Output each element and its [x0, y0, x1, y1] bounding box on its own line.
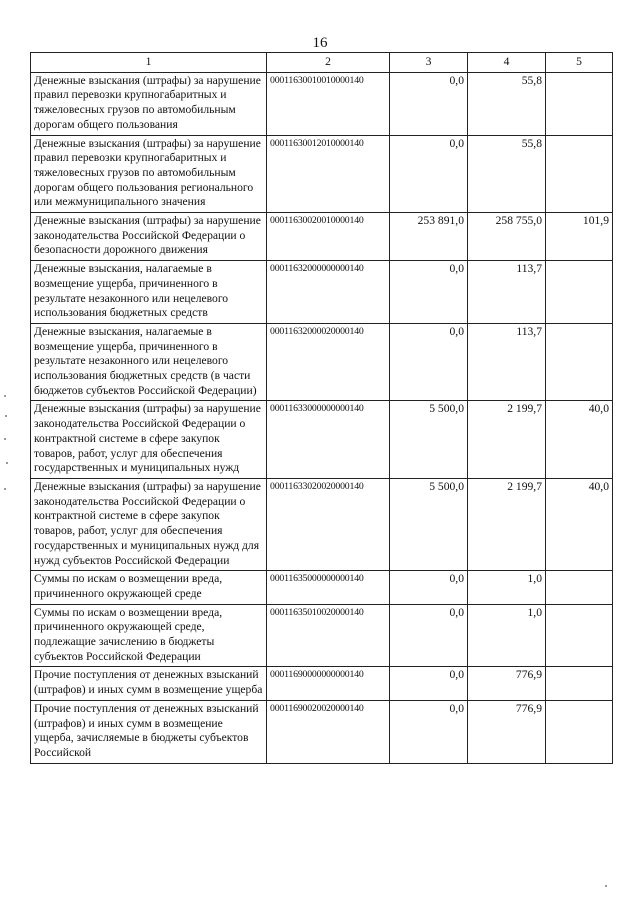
table-row: [31, 604, 613, 667]
table-row: [31, 401, 613, 479]
row-col4: 55,8: [468, 135, 546, 213]
row-code: 00011690000000000140: [267, 667, 390, 700]
scan-speck: [4, 395, 6, 397]
column-header-5: 5: [546, 53, 613, 73]
row-code: 00011635000000000140: [267, 571, 390, 604]
table-row: [31, 667, 613, 700]
table-row: [31, 72, 613, 135]
row-code: 00011633000000000140: [267, 401, 390, 479]
row-col5: 101,9: [546, 213, 613, 261]
row-col5: [546, 571, 613, 604]
table-row: [31, 700, 613, 763]
row-col4: 2 199,7: [468, 401, 546, 479]
revenue-table: [30, 52, 613, 764]
row-name: Денежные взыскания, налагаемые в возмещение ущерба, причиненного в результате незаконного или нецелевого использования бюджетных средств: [31, 261, 267, 324]
row-col5: [546, 700, 613, 763]
column-header-4: 4: [468, 53, 546, 73]
row-name: Денежные взыскания (штрафы) за нарушение законодательства Российской Федерации о контрактной системе в сфере закупок товаров, работ, услуг для обеспечения государственных и муниципальных нужд: [31, 401, 267, 479]
row-col5: [546, 135, 613, 213]
column-header-2: 2: [267, 53, 390, 73]
row-col3: 5 500,0: [390, 401, 468, 479]
row-code: 00011633020020000140: [267, 478, 390, 570]
row-name: Денежные взыскания, налагаемые в возмещение ущерба, причиненного в результате незаконного или нецелевого использования бюджетных средств (в части бюджетов субъектов Российской Федерации): [31, 323, 267, 401]
row-col4: 113,7: [468, 323, 546, 401]
row-col4: 1,0: [468, 571, 546, 604]
row-name: Прочие поступления от денежных взысканий (штрафов) и иных сумм в возмещение ущерба, зачисляемые в бюджеты субъектов Российской: [31, 700, 267, 763]
row-code: 00011690020020000140: [267, 700, 390, 763]
row-name: Прочие поступления от денежных взысканий (штрафов) и иных сумм в возмещение ущерба: [31, 667, 267, 700]
row-name: Суммы по искам о возмещении вреда, причиненного окружающей среде, подлежащие зачислению в бюджеты субъектов Российской Федерации: [31, 604, 267, 667]
column-header-3: 3: [390, 53, 468, 73]
row-code: 00011632000020000140: [267, 323, 390, 401]
table-row: [31, 478, 613, 570]
row-col3: 0,0: [390, 72, 468, 135]
row-col3: 0,0: [390, 700, 468, 763]
row-col4: 2 199,7: [468, 478, 546, 570]
row-col5: [546, 261, 613, 324]
row-col5: [546, 72, 613, 135]
row-col5: [546, 667, 613, 700]
page-number: 16: [312, 35, 328, 51]
row-col5: 40,0: [546, 478, 613, 570]
row-code: 00011630012010000140: [267, 135, 390, 213]
row-col3: 0,0: [390, 571, 468, 604]
row-col3: 0,0: [390, 323, 468, 401]
table-row: [31, 571, 613, 604]
row-code: 00011632000000000140: [267, 261, 390, 324]
column-header-1: 1: [31, 53, 267, 73]
table-row: [31, 213, 613, 261]
table-row: [31, 323, 613, 401]
table-header-row: [31, 53, 613, 73]
row-name: Суммы по искам о возмещении вреда, причиненного окружающей среде: [31, 571, 267, 604]
row-code: 00011630010010000140: [267, 72, 390, 135]
row-col4: 258 755,0: [468, 213, 546, 261]
row-name: Денежные взыскания (штрафы) за нарушение законодательства Российской Федерации о контрактной системе в сфере закупок товаров, работ, услуг для обеспечения государственных и муниципальных нужд для нужд субъектов Российской Федерации: [31, 478, 267, 570]
row-col4: 55,8: [468, 72, 546, 135]
row-col5: [546, 604, 613, 667]
row-col5: [546, 323, 613, 401]
row-code: 00011635010020000140: [267, 604, 390, 667]
row-col3: 0,0: [390, 604, 468, 667]
table-row: [31, 261, 613, 324]
row-col4: 776,9: [468, 700, 546, 763]
row-name: Денежные взыскания (штрафы) за нарушение законодательства Российской Федерации о безопасности дорожного движения: [31, 213, 267, 261]
scan-speck: [605, 885, 607, 887]
scan-speck: [6, 462, 8, 464]
row-col4: 113,7: [468, 261, 546, 324]
row-col4: 1,0: [468, 604, 546, 667]
row-col3: 253 891,0: [390, 213, 468, 261]
row-col3: 5 500,0: [390, 478, 468, 570]
scan-speck: [4, 438, 6, 440]
row-col3: 0,0: [390, 261, 468, 324]
row-col4: 776,9: [468, 667, 546, 700]
row-name: Денежные взыскания (штрафы) за нарушение правил перевозки крупногабаритных и тяжеловесных грузов по автомобильным дорогам общего пользования: [31, 72, 267, 135]
row-col3: 0,0: [390, 667, 468, 700]
row-code: 00011630020010000140: [267, 213, 390, 261]
row-col3: 0,0: [390, 135, 468, 213]
row-name: Денежные взыскания (штрафы) за нарушение правил перевозки крупногабаритных и тяжеловесных грузов по автомобильным дорогам общего пользования регионального или межмуниципального значения: [31, 135, 267, 213]
scan-speck: [5, 415, 7, 417]
table-row: [31, 135, 613, 213]
row-col5: 40,0: [546, 401, 613, 479]
scan-speck: [4, 488, 6, 490]
